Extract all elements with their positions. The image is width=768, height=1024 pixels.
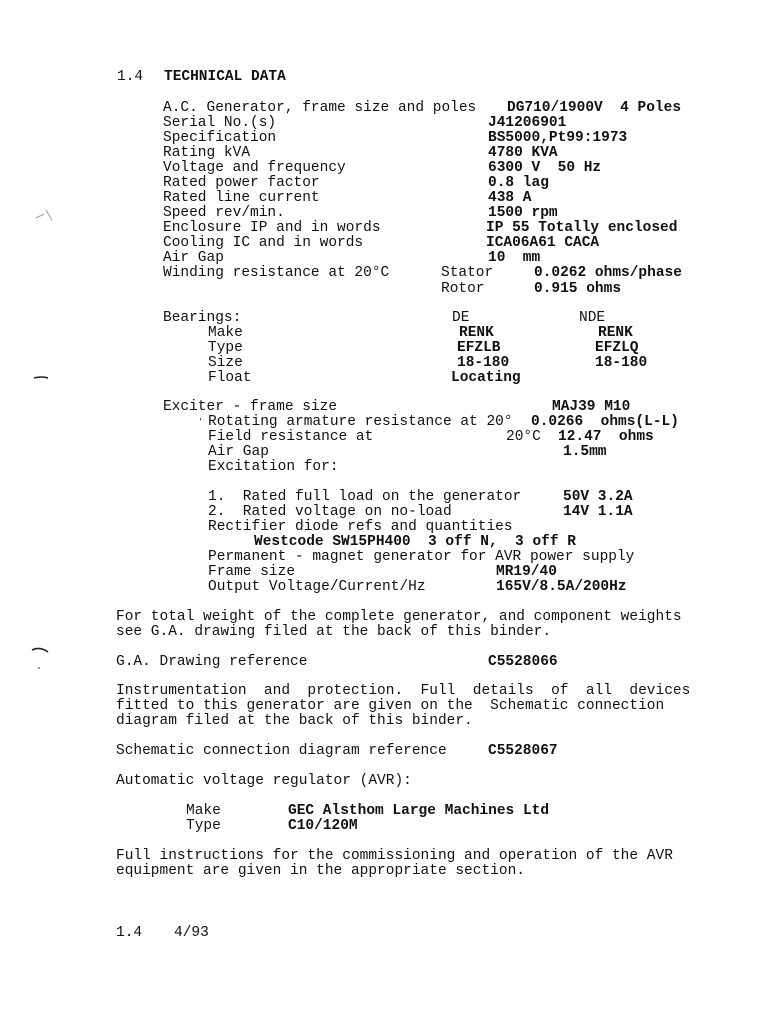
pmg-frame-label: Frame size [208,564,296,580]
rating-value: 4780 KVA [488,145,558,161]
excitation-item-2-value: 14V 1.1A [563,504,633,520]
instrumentation-line-2: fitted to this generator are given on the Schematic connection [116,698,665,714]
pmg-frame-value: MR19/40 [496,564,557,580]
generator-value: DG710/1900V 4 Poles [507,100,682,116]
winding-resistance-label: Winding resistance at 20°C [163,265,390,281]
weights-text-line-1: For total weight of the complete generator, and component weights [116,609,682,625]
section-title: TECHNICAL DATA [164,69,286,85]
pmg-output-label: Output Voltage/Current/Hz [208,579,426,595]
footer-date: 4/93 [174,925,209,941]
rectifier-label: Rectifier diode refs and quantities [208,519,513,535]
air-gap-value: 10 mm [488,250,541,266]
avr-make-label: Make [186,803,221,819]
armature-resistance-value: 0.0266 ohms(L-L) [531,414,679,430]
exciter-air-gap-label: Air Gap [208,444,269,460]
power-factor-value: 0.8 lag [488,175,549,191]
instrumentation-line-3: diagram filed at the back of this binder. [116,713,473,729]
bearings-title: Bearings: [163,310,242,326]
ga-drawing-value: C5528066 [488,654,558,670]
section-number: 1.4 [117,69,144,85]
avr-note-line-1: Full instructions for the commissioning and operation of the AVR [116,848,673,864]
line-current-value: 438 A [488,190,532,206]
exciter-frame-value: MAJ39 M10 [552,399,631,415]
avr-note-line-2: equipment are given in the appropriate section. [116,863,525,879]
bearing-make-nde: RENK [598,325,633,341]
ga-drawing-label: G.A. Drawing reference [116,654,308,670]
bearing-size-de: 18-180 [457,355,510,371]
pmg-label: Permanent - magnet generator for AVR power supply [208,549,635,565]
serial-label: Serial No.(s) [163,115,277,131]
field-resistance-value: 12.47 ohms [558,429,654,445]
serial-value: J41206901 [488,115,567,131]
bearing-size-nde: 18-180 [595,355,648,371]
avr-title: Automatic voltage regulator (AVR): [116,773,412,789]
speed-label: Speed rev/min. [163,205,285,221]
bearings-de-header: DE [452,310,470,326]
rotor-value: 0.915 ohms [534,281,622,297]
bearing-size-label: Size [208,355,243,371]
specification-value: BS5000,Pt99:1973 [488,130,628,146]
bearing-make-de: RENK [459,325,494,341]
pen-tick-mark: ‘ [199,417,203,428]
rating-label: Rating kVA [163,145,251,161]
excitation-label: Excitation for: [208,459,339,475]
bearing-float-label: Float [208,370,252,386]
enclosure-value: IP 55 Totally enclosed [486,220,678,236]
enclosure-label: Enclosure IP and in words [163,220,381,236]
bearing-make-label: Make [208,325,243,341]
bearing-float-de: Locating [451,370,521,386]
air-gap-label: Air Gap [163,250,224,266]
avr-make-value: GEC Alsthom Large Machines Ltd [288,803,550,819]
stator-value: 0.0262 ohms/phase [534,265,682,281]
weights-text-line-2: see G.A. drawing filed at the back of this binder. [116,624,552,640]
avr-type-value: C10/120M [288,818,358,834]
rotor-label: Rotor [441,281,485,297]
voltage-frequency-value: 6300 V 50 Hz [488,160,602,176]
power-factor-label: Rated power factor [163,175,320,191]
scan-margin-marks [30,210,60,680]
voltage-frequency-label: Voltage and frequency [163,160,346,176]
exciter-air-gap-value: 1.5mm [563,444,607,460]
exciter-frame-label: Exciter - frame size [163,399,338,415]
footer-section: 1.4 [116,925,143,941]
pmg-output-value: 165V/8.5A/200Hz [496,579,627,595]
armature-resistance-label: Rotating armature resistance at 20° [208,414,513,430]
cooling-value: ICA06A61 CACA [486,235,600,251]
bearing-type-label: Type [208,340,243,356]
field-resistance-temp: 20°C [506,429,541,445]
speed-value: 1500 rpm [488,205,558,221]
bearings-nde-header: NDE [579,310,606,326]
generator-label: A.C. Generator, frame size and poles [163,100,477,116]
field-resistance-label: Field resistance at [208,429,374,445]
bearing-type-de: EFZLB [457,340,501,356]
schematic-label: Schematic connection diagram reference [116,743,447,759]
instrumentation-line-1: Instrumentation and protection. Full details of all devices [116,683,691,699]
cooling-label: Cooling IC and in words [163,235,364,251]
avr-type-label: Type [186,818,221,834]
excitation-item-2-label: 2. Rated voltage on no-load [208,504,452,520]
stator-label: Stator [441,265,494,281]
line-current-label: Rated line current [163,190,320,206]
excitation-item-1-value: 50V 3.2A [563,489,633,505]
excitation-item-1-label: 1. Rated full load on the generator [208,489,522,505]
bearing-type-nde: EFZLQ [595,340,639,356]
specification-label: Specification [163,130,277,146]
rectifier-value: Westcode SW15PH400 3 off N, 3 off R [254,534,576,550]
schematic-value: C5528067 [488,743,558,759]
